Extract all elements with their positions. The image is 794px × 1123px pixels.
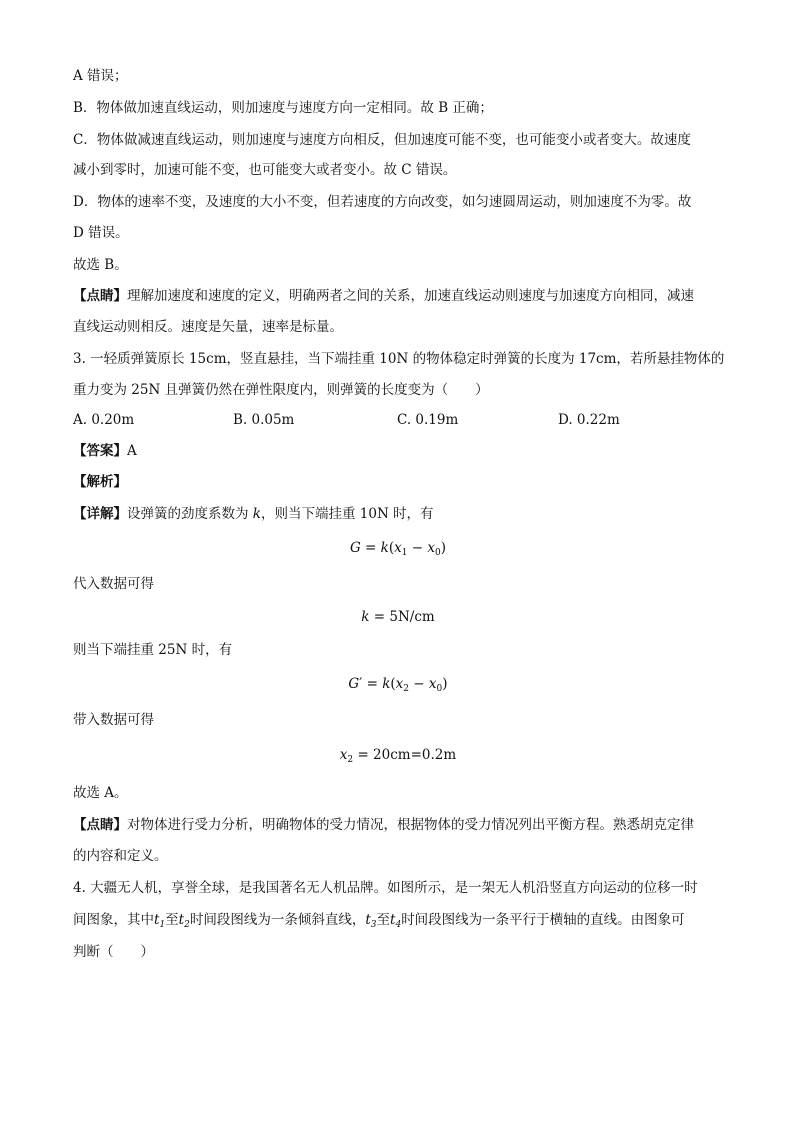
q4-text-e: 时间段图线为一条平行于横轴的直线。由图象可 xyxy=(401,912,685,928)
substitute-1: 代入数据可得 xyxy=(73,576,154,592)
q4-stem-line3: 判断（ ） xyxy=(73,944,154,960)
q3-answer xyxy=(73,441,137,461)
t4: $t_4$ xyxy=(390,912,402,930)
prev-note-line2: 直线运动则相反。速度是矢量，速率是标量。 xyxy=(73,319,343,335)
q4-text-d: 至 xyxy=(376,912,391,928)
answer-value: A xyxy=(127,443,137,459)
q3-option-b: B. 0.05m xyxy=(233,412,295,428)
formula-k: k = 5N/cm xyxy=(361,609,435,625)
q4-text-a: 间图象，其中 xyxy=(73,912,154,928)
q3-stem-line2: 重力变为 25N 且弹簧仍然在弹性限度内，则弹簧的长度变为（ ） xyxy=(73,382,489,398)
q3-note-line2: 的内容和定义。 xyxy=(73,848,168,864)
k-result: = 5N/cm xyxy=(373,609,435,625)
t1: $t_1$ xyxy=(154,912,166,930)
prev-option-c-line2: 减小到零时，加速可能不变，也可能变大或者变小。故 C 错误。 xyxy=(73,162,457,178)
q4-stem-line1: 4. 大疆无人机，享誉全球，是我国著名无人机品牌。如图所示，是一架无人机沿竖直方向运动的位移一时 xyxy=(73,880,698,896)
q3-stem-line1: 3. 一轻质弹簧原长 15cm，竖直悬挂，当下端挂重 10N 的物体稳定时弹簧的长度为 17cm，若所悬挂物体的 xyxy=(73,351,725,367)
prev-option-d-line1: D．物体的速率不变，及速度的大小不变，但若速度的方向改变，如匀速圆周运动，则加速度不为零。故 xyxy=(73,194,692,210)
q3-note-line1 xyxy=(73,815,694,835)
note-tag: 【点睛】 xyxy=(73,817,127,833)
note-tag: 【点睛】 xyxy=(73,288,127,304)
prev-note-line1 xyxy=(73,286,694,306)
q4-text-c: 时间段图线为一条倾斜直线， xyxy=(189,912,366,928)
q3-detail xyxy=(73,504,434,524)
prev-option-a: A 错误； xyxy=(73,68,128,84)
detail-tag: 【详解】 xyxy=(73,506,127,522)
answer-tag: 【答案】 xyxy=(73,443,127,459)
x2-result: = 20cm=0.2m xyxy=(357,747,457,763)
formula-1: $G = k(x_1 - x_0)$ xyxy=(349,540,447,558)
then-25n: 则当下端挂重 25N 时，有 xyxy=(73,642,233,658)
q3-option-a: A. 0.20m xyxy=(73,412,135,428)
note-text: 对物体进行受力分析，明确物体的受力情况，根据物体的受力情况列出平衡方程。熟悉胡克定律 xyxy=(127,817,694,833)
q3-choose: 故选 A。 xyxy=(73,785,128,801)
q4-text-b: 至 xyxy=(165,912,179,928)
prev-option-d-line2: D 错误。 xyxy=(73,225,129,241)
formula-x2: $x_2 = 20cm=0.2m$ xyxy=(339,747,457,765)
detail-text-b: ，则当下端挂重 10N 时，有 xyxy=(260,506,434,522)
prev-choose: 故选 B。 xyxy=(73,257,128,273)
t2: $t_2$ xyxy=(178,912,190,930)
substitute-2: 带入数据可得 xyxy=(73,712,154,728)
t3: $t_3$ xyxy=(365,912,377,930)
detail-k: k xyxy=(252,506,261,522)
q3-option-c: C. 0.19m xyxy=(397,412,459,428)
q4-stem-line2 xyxy=(73,910,685,935)
analysis-tag: 【解析】 xyxy=(73,474,127,490)
prev-option-b: B．物体做加速直线运动，则加速度与速度方向一定相同。故 B 正确； xyxy=(73,100,493,116)
note-text: 理解加速度和速度的定义，明确两者之间的关系，加速直线运动则速度与加速度方向相同，减速 xyxy=(127,288,694,304)
prev-option-c-line1: C．物体做减速直线运动，则加速度与速度方向相反，但加速度可能不变，也可能变小或者变大。故速度 xyxy=(73,132,691,148)
detail-text-a: 设弹簧的劲度系数为 xyxy=(127,506,253,522)
q3-option-d: D. 0.22m xyxy=(558,412,620,428)
formula-2: $G' = k(x_2 - x_0)$ xyxy=(348,676,448,694)
q3-analysis-tag xyxy=(73,472,127,492)
